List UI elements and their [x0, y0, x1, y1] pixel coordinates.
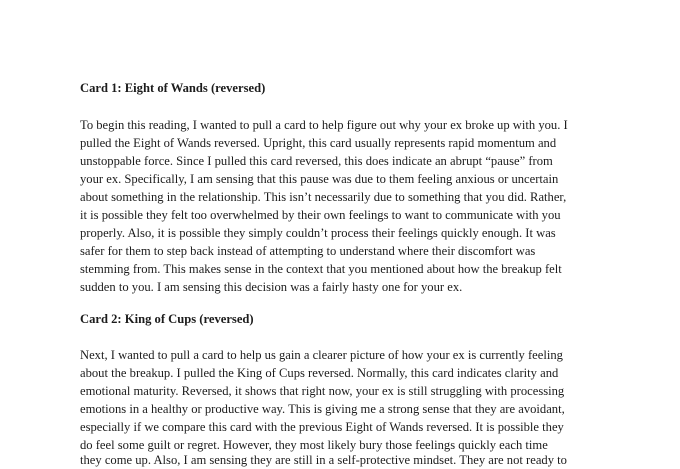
paragraph-line: Next, I wanted to pull a card to help us gain a clearer picture of how your ex is currently feeling [80, 348, 563, 362]
paragraph-line: properly. Also, it is possible they simply couldn’t process their feelings quickly enough. It was [80, 226, 556, 240]
paragraph-line: unstoppable force. Since I pulled this card reversed, this does indicate an abrupt “pause” from [80, 154, 553, 168]
paragraph-line: sudden to you. I am sensing this decision was a fairly hasty one for your ex. [80, 280, 463, 294]
paragraph-line: To begin this reading, I wanted to pull a card to help figure out why your ex broke up with you. I [80, 118, 568, 132]
paragraph-line: emotional maturity. Reversed, it shows that right now, your ex is still struggling with processing [80, 384, 565, 398]
paragraph-line: pulled the Eight of Wands reversed. Upright, this card usually represents rapid momentum and [80, 136, 557, 150]
paragraph-line: about the breakup. I pulled the King of Cups reversed. Normally, this card indicates clarity and [80, 366, 559, 380]
paragraph-line: about something in the relationship. This isn’t necessarily due to something that you did. Rather, [80, 190, 567, 204]
paragraph-line: stemming from. This makes sense in the context that you mentioned about how the breakup felt [80, 262, 562, 276]
paragraph-line: do feel some guilt or regret. However, they most likely bury those feelings quickly each time [80, 438, 548, 452]
paragraph-line: your ex. Specifically, I am sensing that this pause was due to them feeling anxious or uncertain [80, 172, 559, 186]
paragraph-line: safer for them to step back instead of attempting to understand where their discomfort was [80, 244, 536, 258]
section-heading-card-1: Card 1: Eight of Wands (reversed) [80, 81, 266, 95]
paragraph-line: they come up. Also, I am sensing they are still in a self-protective mindset. They are not ready to [80, 453, 567, 467]
paragraph-line: emotions in a healthy or productive way. This is giving me a strong sense that they are avoidant, [80, 402, 565, 416]
section-heading-card-2: Card 2: King of Cups (reversed) [80, 312, 254, 326]
paragraph-line: it is possible they felt too overwhelmed by their own feelings to want to communicate with you [80, 208, 561, 222]
paragraph-line: especially if we compare this card with the previous Eight of Wands reversed. It is possible they [80, 420, 564, 434]
